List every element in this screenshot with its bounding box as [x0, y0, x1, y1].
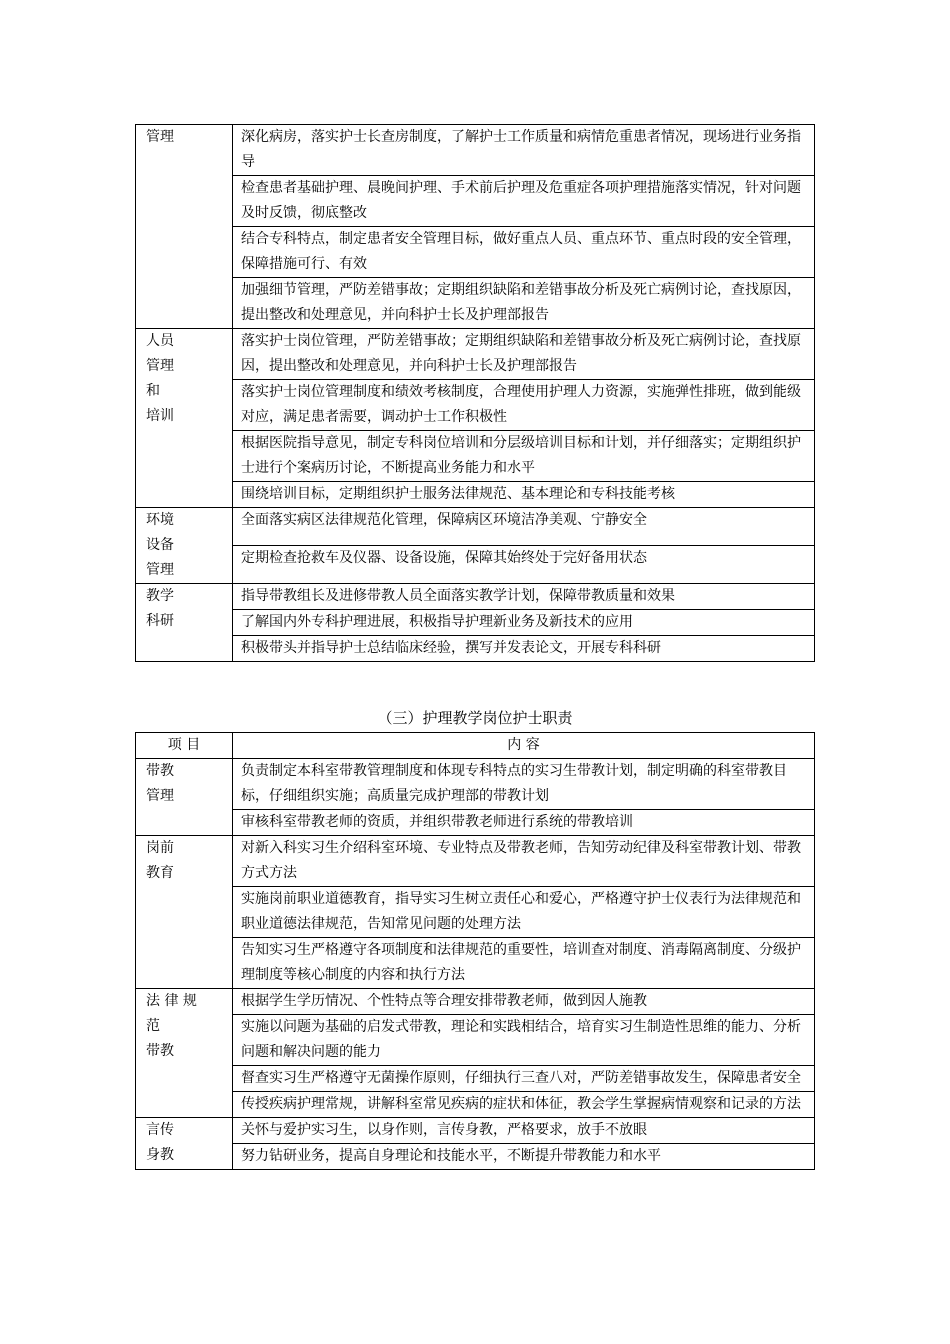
content-cell: 实施以问题为基础的启发式带教，理论和实践相结合，培育实习生制造性思维的能力、分析问题和解决问题的能力: [233, 1015, 815, 1066]
header-content: 内 容: [233, 733, 815, 759]
table-row: [136, 380, 815, 431]
table-header-row: [136, 733, 815, 759]
content-cell: 指导带教组长及进修带教人员全面落实教学计划，保障带教质量和效果: [233, 584, 815, 610]
content-cell: 根据医院指导意见，制定专科岗位培训和分层级培训目标和计划，并仔细落实；定期组织护士进行个案病历讨论，不断提高业务能力和水平: [233, 431, 815, 482]
table-row: [136, 1092, 815, 1118]
table-row: [136, 1144, 815, 1170]
table-row: [136, 176, 815, 227]
category-cell: 人员 管理 和 培训: [136, 329, 233, 508]
table-row: [136, 1118, 815, 1144]
table-row: [136, 508, 815, 546]
table-row: [136, 810, 815, 836]
table-row: [136, 610, 815, 636]
category-cell: 管理: [136, 125, 233, 329]
content-cell: 关怀与爱护实习生，以身作则，言传身教，严格要求，放手不放眼: [233, 1118, 815, 1144]
content-cell: 审核科室带教老师的资质，并组织带教老师进行系统的带教培训: [233, 810, 815, 836]
content-cell: 根据学生学历情况、个性特点等合理安排带教老师，做到因人施教: [233, 989, 815, 1015]
table-row: [136, 546, 815, 584]
table-row: [136, 836, 815, 887]
content-cell: 实施岗前职业道德教育，指导实习生树立责任心和爱心，严格遵守护士仪表行为法律规范和职业道德法律规范，告知常见问题的处理方法: [233, 887, 815, 938]
category-cell: 教学 科研: [136, 584, 233, 662]
content-cell: 了解国内外专科护理进展，积极指导护理新业务及新技术的应用: [233, 610, 815, 636]
content-cell: 对新入科实习生介绍科室环境、专业特点及带教老师，告知劳动纪律及科室带教计划、带教方式方法: [233, 836, 815, 887]
category-cell: 言传 身教: [136, 1118, 233, 1170]
content-cell: 努力钻研业务，提高自身理论和技能水平，不断提升带教能力和水平: [233, 1144, 815, 1170]
table-row: [136, 1015, 815, 1066]
content-cell: 落实护士岗位管理，严防差错事故；定期组织缺陷和差错事故分析及死亡病例讨论，查找原因，提出整改和处理意见，并向科护士长及护理部报告: [233, 329, 815, 380]
category-cell: 环境 设备 管理: [136, 508, 233, 584]
content-cell: 负责制定本科室带教管理制度和体现专科特点的实习生带教计划，制定明确的科室带教目标，仔细组织实施；高质量完成护理部的带教计划: [233, 759, 815, 810]
content-cell: 检查患者基础护理、晨晚间护理、手术前后护理及危重症各项护理措施落实情况，针对问题及时反馈，彻底整改: [233, 176, 815, 227]
content-cell: 结合专科特点，制定患者安全管理目标，做好重点人员、重点环节、重点时段的安全管理，保障措施可行、有效: [233, 227, 815, 278]
content-cell: 加强细节管理，严防差错事故；定期组织缺陷和差错事故分析及死亡病例讨论，查找原因，提出整改和处理意见，并向科护士长及护理部报告: [233, 278, 815, 329]
content-cell: 督查实习生严格遵守无菌操作原则，仔细执行三查八对，严防差错事故发生，保障患者安全: [233, 1066, 815, 1092]
category-cell: 法 律 规 范 带教: [136, 989, 233, 1118]
table-row: [136, 227, 815, 278]
table-row: [136, 125, 815, 176]
category-cell: 带教 管理: [136, 759, 233, 836]
table-row: [136, 887, 815, 938]
content-cell: 深化病房，落实护士长查房制度，了解护士工作质量和病情危重患者情况，现场进行业务指导: [233, 125, 815, 176]
table-row: [136, 431, 815, 482]
table-row: [136, 938, 815, 989]
table-row: [136, 636, 815, 662]
table-row: [136, 1066, 815, 1092]
table-row: [136, 329, 815, 380]
content-cell: 积极带头并指导护士总结临床经验，撰写并发表论文，开展专科科研: [233, 636, 815, 662]
category-cell: 岗前 教育: [136, 836, 233, 989]
content-cell: 落实护士岗位管理制度和绩效考核制度，合理使用护理人力资源，实施弹性排班，做到能级对应，满足患者需要，调动护士工作积极性: [233, 380, 815, 431]
table-row: [136, 278, 815, 329]
content-cell: 全面落实病区法律规范化管理，保障病区环境洁净美观、宁静安全: [233, 508, 815, 546]
table-row: [136, 482, 815, 508]
duty-table-2: [135, 732, 815, 1170]
table-row: [136, 989, 815, 1015]
content-cell: 告知实习生严格遵守各项制度和法律规范的重要性，培训查对制度、消毒隔离制度、分级护理制度等核心制度的内容和执行方法: [233, 938, 815, 989]
content-cell: 围绕培训目标，定期组织护士服务法律规范、基本理论和专科技能考核: [233, 482, 815, 508]
table-row: [136, 759, 815, 810]
duty-table-1: [135, 124, 815, 662]
content-cell: 定期检查抢救车及仪器、设备设施，保障其始终处于完好备用状态: [233, 546, 815, 584]
header-item: 项 目: [136, 733, 233, 759]
section-title: （三）护理教学岗位护士职责: [377, 709, 573, 727]
table-row: [136, 584, 815, 610]
content-cell: 传授疾病护理常规，讲解科室常见疾病的症状和体征，教会学生掌握病情观察和记录的方法: [233, 1092, 815, 1118]
